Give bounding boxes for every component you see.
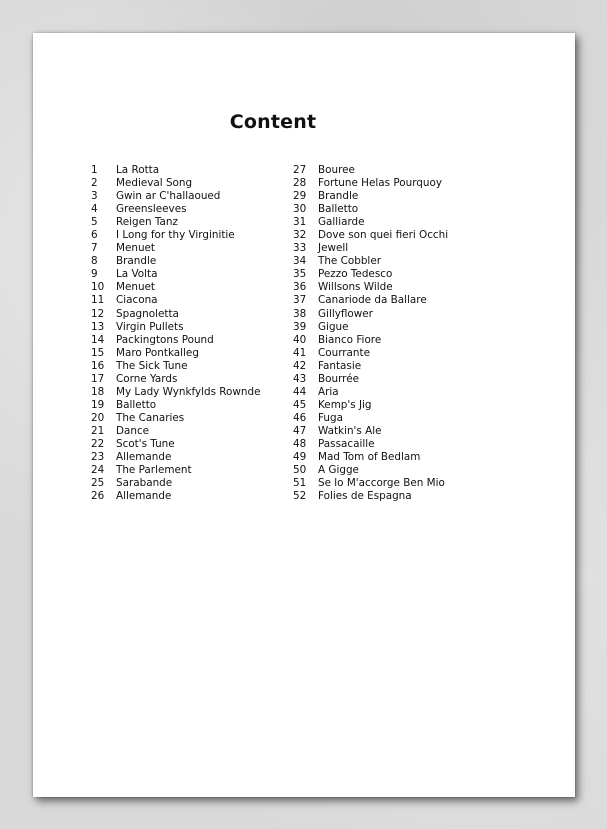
toc-entry-number: 28 [293,177,307,190]
toc-entry-title: Fantasie [318,359,362,372]
toc-entry-number: 38 [293,307,307,320]
toc-entry [293,229,448,242]
toc-entry-title: Balletto [318,203,359,216]
toc-entry-title: Greensleeves [116,203,187,216]
toc-entry-number: 11 [91,294,105,307]
toc-entry-title: Maro Pontkalleg [116,346,199,359]
toc-entry [91,281,260,294]
toc-entry-number: 49 [293,451,307,464]
toc-entry [293,216,448,229]
toc-entry-title: Menuet [116,281,155,294]
toc-entry-title: Allemande [116,451,172,464]
toc-entry-title: Watkin's Ale [318,424,382,437]
toc-entry-title: The Sick Tune [116,359,188,372]
toc-entry-number: 45 [293,398,307,411]
toc-entry [293,294,448,307]
toc-entry [91,373,260,386]
toc-entry-title: Aria [318,385,339,398]
toc-entry-title: A Gigge [318,464,359,477]
toc-entry [91,399,260,412]
toc-entry-title: Kemp's Jig [318,398,372,411]
toc-entry [293,190,448,203]
toc-entry-title: Folies de Espagna [318,490,412,503]
toc-entry [91,242,260,255]
toc-entry-title: Dance [116,424,150,437]
page-title: Content [229,111,317,133]
toc-entry [91,268,260,281]
toc-entry-title: La Rotta [116,164,160,176]
toc-entry-title: Mad Tom of Bedlam [318,451,421,464]
toc-entry [91,164,260,177]
toc-entry-number: 1 [91,164,98,176]
toc-entry-title: The Cobbler [318,255,381,268]
toc-entry [293,242,448,255]
toc-entry [293,360,448,373]
toc-entry-number: 6 [91,229,98,242]
toc-column-left [91,164,260,503]
toc-entry-number: 23 [91,451,105,464]
toc-entry-title: Spagnoletta [116,307,179,320]
toc-entry [293,490,448,503]
toc-entry-title: Fortune Helas Pourquoy [318,177,442,190]
toc-entry [293,477,448,490]
toc-entry [91,477,260,490]
toc-entry-number: 8 [91,255,98,268]
toc-entry [293,386,448,399]
toc-entry [91,177,260,190]
toc-entry [91,308,260,321]
toc-entry [293,203,448,216]
toc-entry-title: Brandle [116,255,157,268]
toc-entry-number: 26 [91,490,105,503]
toc-entry-title: My Lady Wynkfylds Rownde [116,385,261,398]
toc-entry-number: 44 [293,385,307,398]
toc-entry-title: Gigue [318,320,349,333]
toc-entry-title: Scot's Tune [116,437,175,450]
toc-entry [293,308,448,321]
toc-entry-number: 34 [293,255,307,268]
toc-entry [293,451,448,464]
toc-entry-number: 21 [91,424,105,437]
toc-entry-number: 9 [91,268,98,281]
toc-entry-number: 20 [91,411,105,424]
toc-entry-number: 40 [293,333,307,346]
toc-entry-title: Bianco Fiore [318,333,382,346]
toc-entry [91,229,260,242]
toc-entry-title: The Canaries [116,411,185,424]
toc-entry-number: 46 [293,411,307,424]
toc-entry-number: 19 [91,398,105,411]
toc-entry-number: 12 [91,307,105,320]
toc-entry [293,464,448,477]
toc-entry-title: Medieval Song [116,177,193,190]
toc-entry-title: Pezzo Tedesco [318,268,393,281]
toc-entry [91,334,260,347]
toc-entry [293,177,448,190]
toc-entry-number: 14 [91,333,105,346]
toc-entry-number: 43 [293,372,307,385]
toc-entry-title: I Long for thy Virginitie [116,229,235,242]
toc-entry [293,268,448,281]
toc-entry [293,164,448,177]
toc-entry-number: 17 [91,372,105,385]
toc-entry-title: Se lo M'accorge Ben Mio [318,477,445,490]
toc-entry [293,321,448,334]
toc-entry-title: The Parlement [116,464,192,477]
toc-entry [91,490,260,503]
toc-entry [293,399,448,412]
toc-entry-title: Gwin ar C'hallaoued [116,190,221,203]
toc-entry-title: Passacaille [318,437,375,450]
toc-entry-title: Fuga [318,411,343,424]
toc-entry-title: Courrante [318,346,370,359]
toc-entry-title: Corne Yards [116,372,178,385]
document-page [33,33,575,797]
toc-entry [293,281,448,294]
toc-entry-number: 27 [293,164,307,176]
toc-entry-number: 22 [91,437,105,450]
toc-entry-title: Reigen Tanz [116,216,178,229]
toc-entry [91,190,260,203]
toc-entry [91,438,260,451]
toc-entry-number: 39 [293,320,307,333]
toc-entry-number: 16 [91,359,105,372]
toc-entry [91,347,260,360]
toc-entry-number: 18 [91,385,105,398]
toc-entry-number: 15 [91,346,105,359]
toc-entry [91,255,260,268]
toc-column-right [293,164,448,503]
toc-entry [91,360,260,373]
toc-entry-title: La Volta [116,268,158,281]
toc-entry-number: 50 [293,464,307,477]
toc-entry-title: Galliarde [318,216,365,229]
toc-entry-number: 3 [91,190,98,203]
toc-entry [91,464,260,477]
toc-entry-number: 10 [91,281,105,294]
toc-entry [293,334,448,347]
toc-entry-title: Bouree [318,164,355,176]
toc-entry-number: 33 [293,242,307,255]
toc-entry [91,425,260,438]
toc-entry-title: Balletto [116,398,157,411]
toc-entry-title: Ciacona [116,294,158,307]
toc-entry-number: 47 [293,424,307,437]
toc-entry [91,203,260,216]
toc-entry-number: 31 [293,216,307,229]
toc-entry-number: 48 [293,437,307,450]
toc-entry [91,412,260,425]
toc-entry [91,216,260,229]
toc-entry-number: 35 [293,268,307,281]
toc-entry-number: 7 [91,242,98,255]
toc-entry-number: 24 [91,464,105,477]
toc-entry-number: 51 [293,477,307,490]
toc-entry [293,412,448,425]
toc-entry-number: 4 [91,203,98,216]
toc-entry-number: 25 [91,477,105,490]
toc-entry-number: 32 [293,229,307,242]
toc-entry-number: 30 [293,203,307,216]
toc-entry-title: Packingtons Pound [116,333,214,346]
toc-entry [293,373,448,386]
toc-entry [91,294,260,307]
toc-entry-title: Dove son quei fieri Occhi [318,229,449,242]
toc-entry-title: Menuet [116,242,155,255]
toc-entry-title: Brandle [318,190,359,203]
toc-entry-number: 13 [91,320,105,333]
toc-entry [293,438,448,451]
toc-entry [91,451,260,464]
toc-entry-number: 29 [293,190,307,203]
toc-entry-number: 5 [91,216,98,229]
toc-entry-title: Canariode da Ballare [318,294,427,307]
toc-entry-title: Willsons Wilde [318,281,393,294]
toc-entry [293,425,448,438]
toc-entry-number: 2 [91,177,98,190]
toc-entry-title: Allemande [116,490,172,503]
toc-entry-title: Jewell [318,242,349,255]
toc-entry-number: 37 [293,294,307,307]
toc-entry-number: 36 [293,281,307,294]
toc-entry-number: 41 [293,346,307,359]
toc-entry-title: Virgin Pullets [116,320,184,333]
toc-entry-number: 52 [293,490,307,503]
toc-entry [91,321,260,334]
toc-entry-title: Gillyflower [318,307,373,320]
toc-entry-title: Sarabande [116,477,173,490]
toc-entry [91,386,260,399]
toc-entry-title: Bourrée [318,372,359,385]
toc-entry [293,255,448,268]
toc-entry-number: 42 [293,359,307,372]
toc-entry [293,347,448,360]
